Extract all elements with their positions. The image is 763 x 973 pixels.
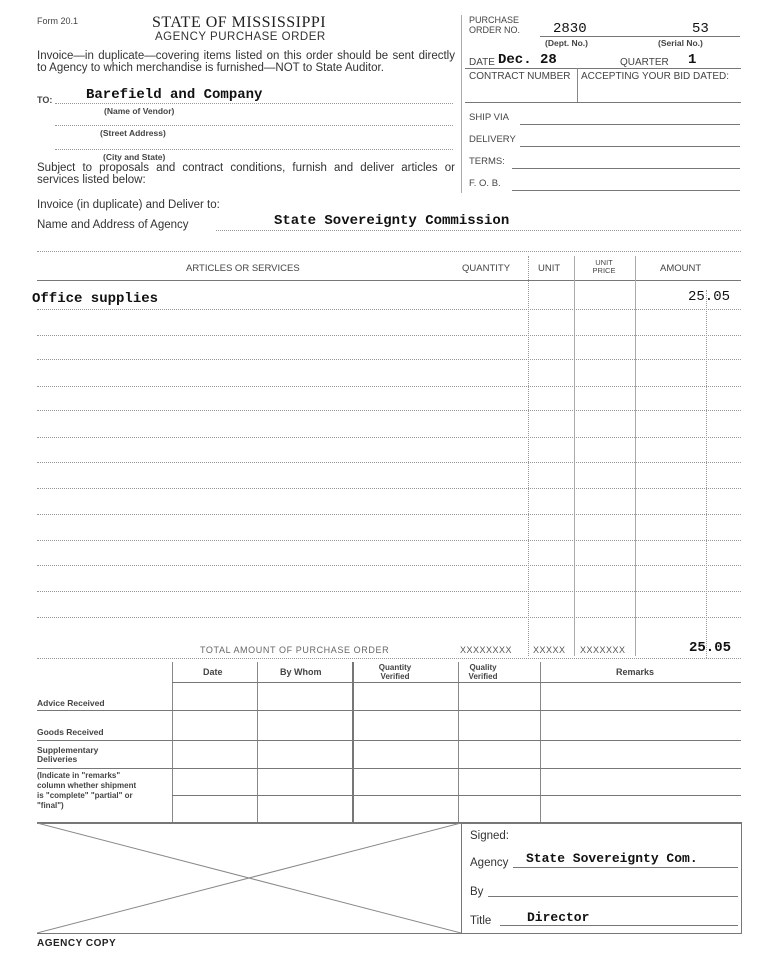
agency-name-value: State Sovereignty Commission — [274, 213, 510, 229]
po-label: PURCHASE ORDER NO. — [469, 15, 521, 35]
quality-verified-header: Quality Verified — [468, 663, 498, 681]
quantity-verified-header: Quantity Verified — [378, 663, 412, 681]
to-label: TO: — [37, 95, 53, 105]
item-article: Office supplies — [32, 291, 159, 307]
amount-header: AMOUNT — [660, 263, 702, 274]
bid-dated-label: ACCEPTING YOUR BID DATED: — [581, 71, 729, 82]
by-whom-header: By Whom — [280, 667, 322, 677]
state-title: STATE OF MISSISSIPPI — [152, 14, 327, 31]
receipt-date-header: Date — [203, 667, 223, 677]
vendor-name-label: (Name of Vendor) — [104, 106, 175, 116]
agency-name-label: Name and Address of Agency — [37, 219, 189, 231]
vendor-name: Barefield and Company — [86, 87, 263, 103]
serial-label: (Serial No.) — [658, 38, 703, 48]
total-quantity-mask: XXXXXXXX — [460, 645, 513, 655]
subject-text: Subject to proposals and contract conditions, furnish and deliver articles or services listed below: — [37, 162, 455, 186]
invoice-instruction: Invoice—in duplicate—covering items listed on this order should be sent directly to Agency to which merchandise is furnished—NOT to State Auditor. — [37, 50, 455, 74]
dept-label: (Dept. No.) — [545, 38, 588, 48]
quarter-value: 1 — [688, 52, 697, 68]
sig-agency-value: State Sovereignty Com. — [526, 851, 698, 866]
sig-agency-label: Agency — [470, 857, 509, 869]
crossed-box — [37, 823, 461, 933]
item-amount: 25.05 — [688, 289, 731, 305]
advice-received-label: Advice Received — [37, 698, 105, 708]
unit-header: UNIT — [538, 263, 561, 274]
agency-copy-label: AGENCY COPY — [37, 938, 117, 949]
articles-header: ARTICLES OR SERVICES — [186, 263, 300, 274]
signed-label: Signed: — [470, 830, 510, 842]
form-title: AGENCY PURCHASE ORDER — [155, 31, 326, 43]
supplementary-deliveries-label: Supplementary Deliveries — [37, 745, 99, 764]
total-price-mask: XXXXXXX — [580, 645, 626, 655]
date-value: Dec. 28 — [498, 52, 557, 68]
remarks-header: Remarks — [616, 667, 655, 677]
unit-price-header: UNIT PRICE — [592, 258, 616, 275]
date-label: DATE — [469, 57, 495, 68]
invoice-deliver-label: Invoice (in duplicate) and Deliver to: — [37, 199, 220, 211]
form-number: Form 20.1 — [37, 16, 79, 26]
street-address-label: (Street Address) — [100, 128, 166, 138]
total-amount: 25.05 — [689, 640, 732, 656]
total-label: TOTAL AMOUNT OF PURCHASE ORDER — [200, 645, 390, 655]
quarter-label: QUARTER — [620, 57, 669, 68]
ship-via-label: SHIP VIA — [469, 112, 509, 123]
city-state-label: (City and State) — [103, 152, 166, 162]
contract-number-label: CONTRACT NUMBER — [469, 71, 571, 82]
title-label: Title — [470, 915, 492, 927]
quantity-header: QUANTITY — [462, 263, 511, 274]
fob-label: F. O. B. — [469, 178, 501, 189]
by-label: By — [470, 886, 484, 898]
serial-number: 53 — [692, 21, 709, 37]
title-value: Director — [527, 910, 590, 925]
total-unit-mask: XXXXX — [533, 645, 566, 655]
delivery-label: DELIVERY — [469, 134, 516, 145]
indicate-note: (Indicate in "remarks" column whether shipment is "complete" "partial" or "final") — [37, 771, 137, 810]
goods-received-label: Goods Received — [37, 727, 104, 737]
terms-label: TERMS: — [469, 156, 505, 167]
dept-number: 2830 — [553, 21, 587, 37]
